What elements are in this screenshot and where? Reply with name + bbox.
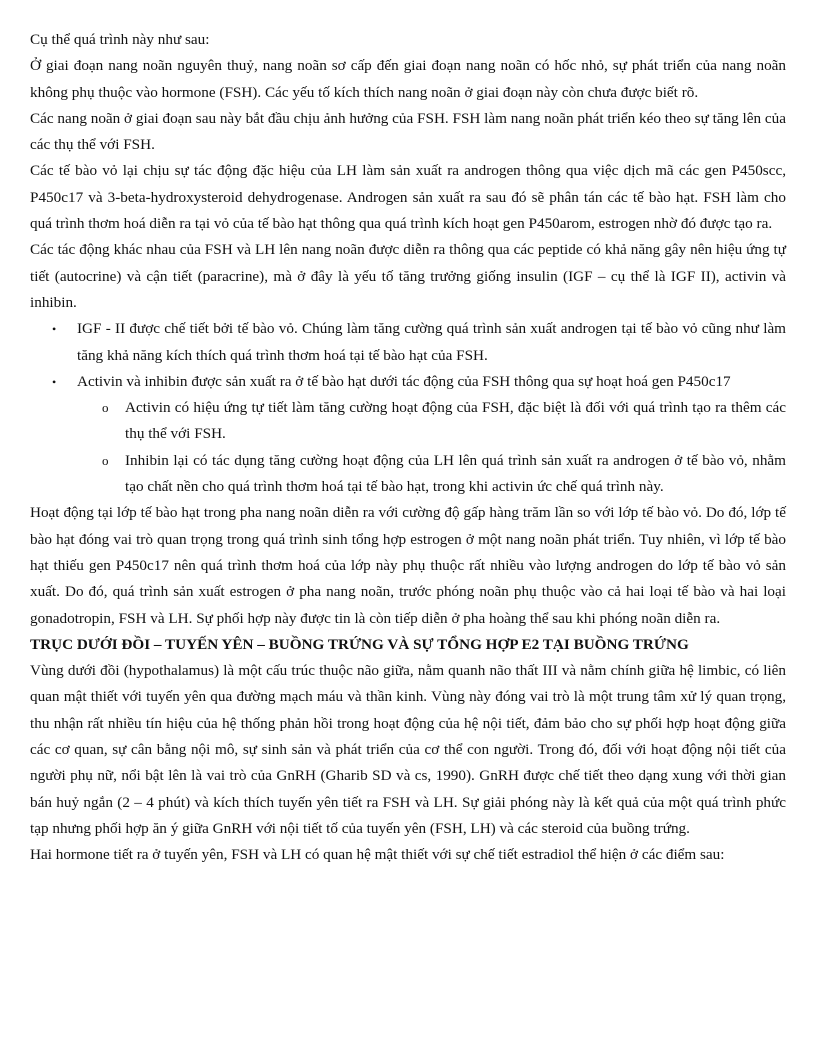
paragraph-primordial-follicle: Ở giai đoạn nang noãn nguyên thuỷ, nang noãn sơ cấp đến giai đoạn nang noãn có hốc nhỏ, sự phát triển của nang noãn không phụ thuộc vào hormone (FSH). Các yếu tố kích thích nang noãn ở giai đoạn này còn chưa được biết rõ. [30,57,786,101]
bullet-icon: • [52,374,57,389]
bullet-item-igf [30,316,786,369]
sub-bullet-item-activin [77,395,786,448]
bullet-icon: • [52,322,57,337]
bullet-text: Activin và inhibin được sản xuất ra ở tế bào hạt dưới tác động của FSH thông qua sự hoạt hoá gen P450c17 [77,372,731,390]
paragraph-theca-cells: Các tế bào vỏ lại chịu sự tác động đặc hiệu của LH làm sản xuất ra androgen thông qua việc dịch mã các gen P450scc, P450c17 và 3-beta-hydroxysteroid dehydrogenase. Androgen sản xuất ra sau đó sẽ phân tán các tế bào hạt. FSH làm cho quá trình thơm hoá diễn ra tại vỏ của tế bào hạt thông qua quá trình kích hoạt gen P450arom, estrogen nhờ đó được tạo ra. [30,162,786,233]
paragraph-hypothalamus: Vùng dưới đồi (hypothalamus) là một cấu trúc thuộc não giữa, nằm quanh não thất III và nằm chính giữa hệ limbic, có liên quan mật thiết với tuyến yên qua đường mạch máu và thần kinh. Vùng này đóng vai trò là một trung tâm xử lý quan trọng, thu nhận rất nhiều tín hiệu của hệ thống phản hồi trong hoạt động của hệ nội tiết, đảm bảo cho sự phối hợp hoạt động giữa các cơ quan, sự cân bằng nội mô, sự sinh sản và phát triển của cơ thể con người. Trong đó, đối với hoạt động nội tiết của người phụ nữ, nổi bật lên là vai trò của GnRH (Gharib SD và cs, 1990). GnRH được chế tiết theo dạng xung với thời gian bán huỷ ngắn (2 – 4 phút) và kích thích tuyến yên tiết ra FSH và LH. Sự giải phóng này là kết quả của một quá trình phức tạp nhưng phối hợp ăn ý giữa GnRH với nội tiết tố của tuyến yên (FSH, LH) và các steroid của buồng trứng. [30,662,786,837]
paragraph-peptides: Các tác động khác nhau của FSH và LH lên nang noãn được diễn ra thông qua các peptide có khả năng gây nên hiệu ứng tự tiết (autocrine) và cận tiết (paracrine), mà ở đây là yếu tố tăng trưởng giống insulin (IGF – cụ thể là IGF II), activin và inhibin. [30,241,786,311]
sub-bullet-icon: o [102,400,109,416]
sub-bullet-item-inhibin [77,448,786,501]
paragraph-granulosa-activity: Hoạt động tại lớp tế bào hạt trong pha nang noãn diễn ra với cường độ gấp hàng trăm lần so với lớp tế bào vỏ. Do đó, lớp tế bào hạt đóng vai trò quan trọng trong quá trình sinh tổng hợp estrogen ở một nang noãn phát triển. Tuy nhiên, vì lớp tế bào hạt thiếu gen P450c17 nên quá trình thơm hoá của lớp này phụ thuộc rất nhiều vào lượng androgen do lớp tế bào vỏ sản xuất. Do đó, quá trình sản xuất estrogen ở pha nang noãn, trước phóng noãn phụ thuộc vào cả hai loại tế bào và hai loại gonadotropin, FSH và LH. Sự phối hợp này được tin là còn tiếp diễn ở pha hoàng thể sau khi phóng noãn diễn ra. [30,504,786,627]
sub-bullet-text: Activin có hiệu ứng tự tiết làm tăng cường hoạt động của FSH, đặc biệt là đối với quá trình tạo ra thêm các thụ thể với FSH. [125,399,786,443]
bullet-text: IGF - II được chế tiết bởi tế bào vỏ. Chúng làm tăng cường quá trình sản xuất androgen tại tế bào vỏ cũng như làm tăng khả năng kích thích quá trình thơm hoá tại tế bào hạt của FSH. [77,320,786,364]
section-heading: TRỤC DƯỚI ĐỒI – TUYẾN YÊN – BUỒNG TRỨNG VÀ SỰ TỔNG HỢP E2 TẠI BUỒNG TRỨNG [30,635,689,653]
bullet-item-activin-inhibin [30,369,786,500]
sub-bullet-icon: o [102,452,109,468]
intro-line: Cụ thể quá trình này như sau: [30,31,210,48]
paragraph-fsh-influence: Các nang noãn ở giai đoạn sau này bắt đầu chịu ảnh hưởng của FSH. FSH làm nang noãn phát triển kéo theo sự tăng lên của các thụ thể với FSH. [30,109,786,154]
paragraph-pituitary-hormones: Hai hormone tiết ra ở tuyến yên, FSH và LH có quan hệ mật thiết với sự chế tiết estradiol thể hiện ở các điểm sau: [30,846,725,864]
sub-bullet-text: Inhibin lại có tác dụng tăng cường hoạt động của LH lên quá trình sản xuất ra androgen ở tế bào vỏ, nhằm tạo chất nền cho quá trình thơm hoá tại tế bào hạt, trong khi activin ức chế quá trình này. [125,451,786,496]
sub-bullet-list [77,395,786,500]
bullet-list [30,316,786,500]
